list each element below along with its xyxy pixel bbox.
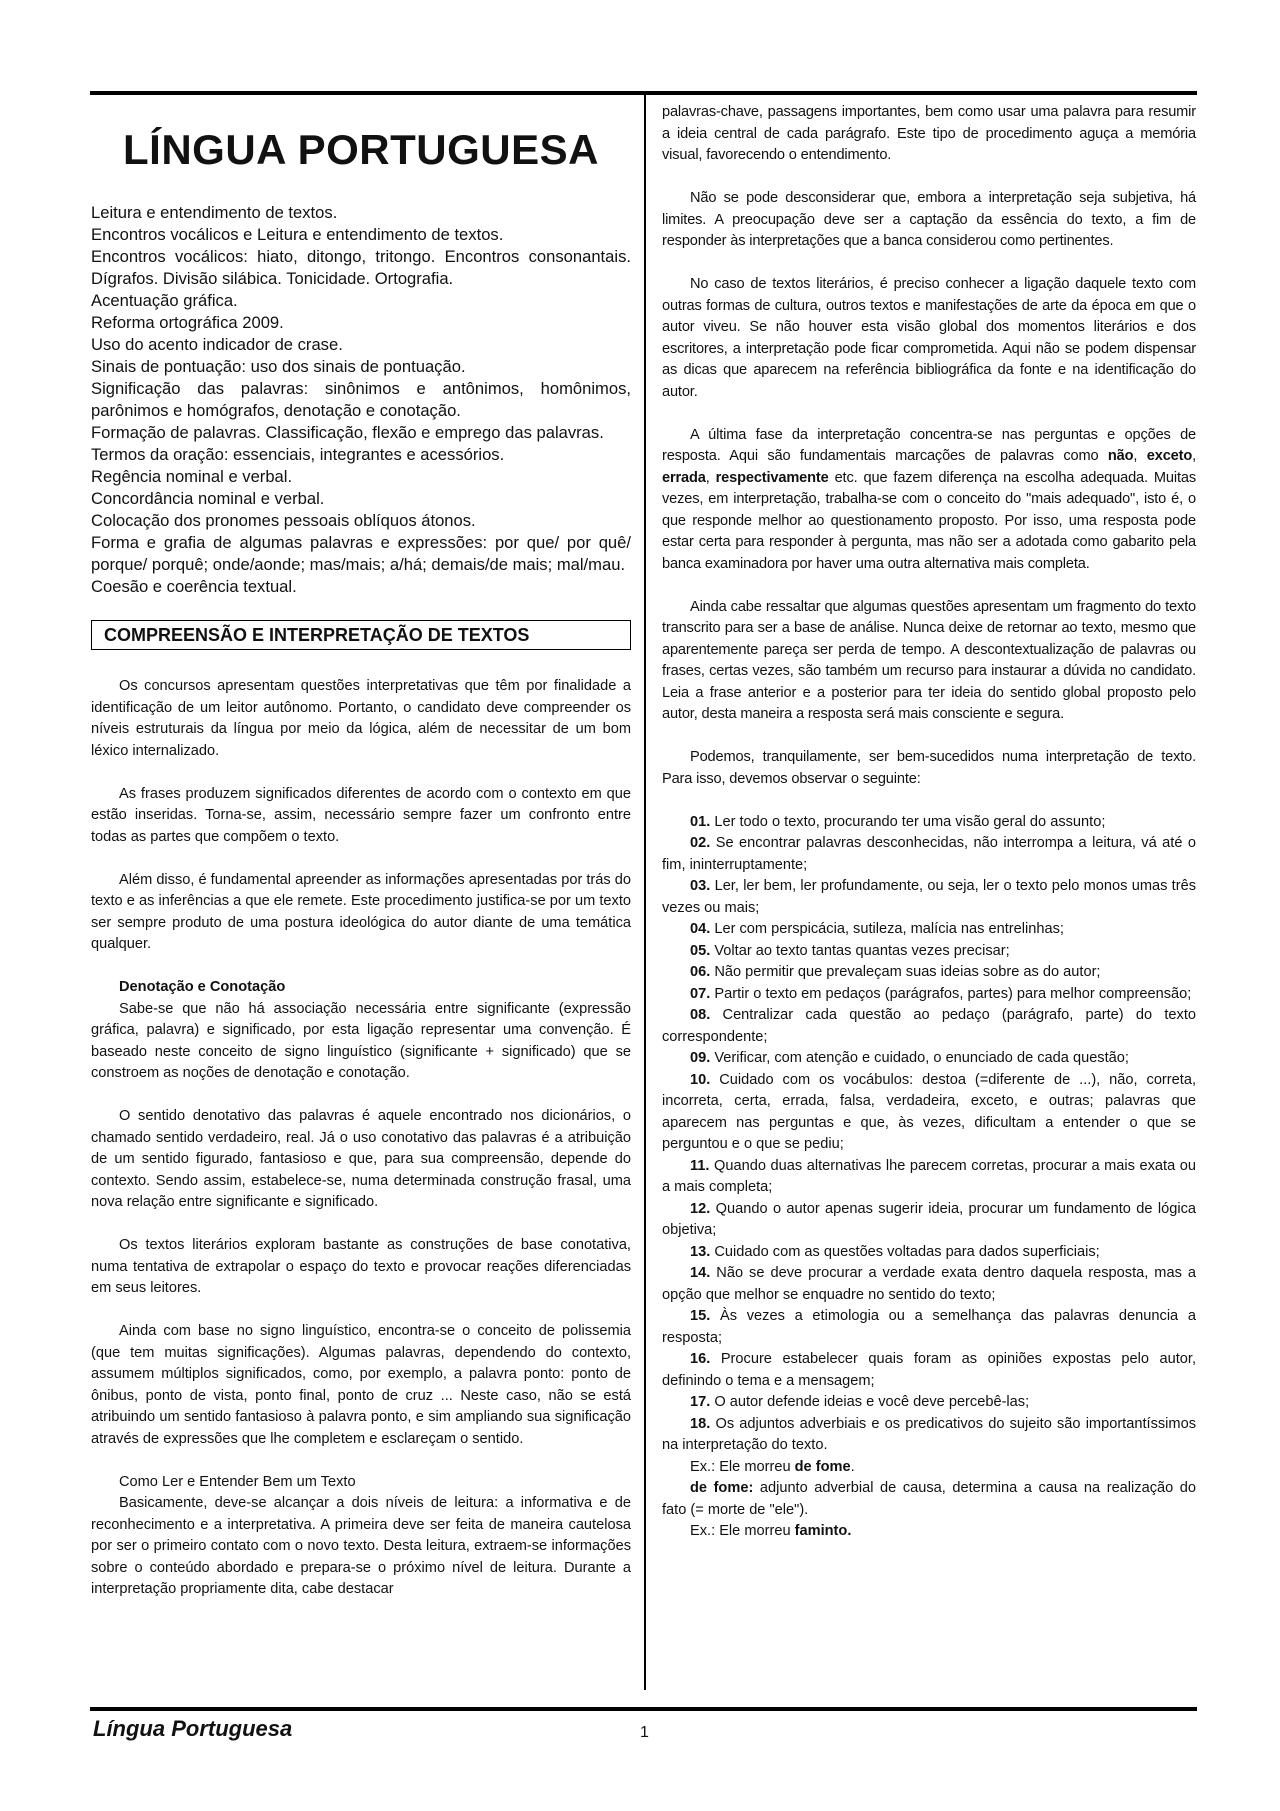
syllabus-item: Leitura e entendimento de textos.	[91, 203, 338, 222]
tip-item	[662, 1306, 1196, 1349]
tip-text: Quando o autor apenas sugerir ideia, procurar um fundamento de lógica objetiva;	[662, 1200, 1196, 1238]
syllabus-item: Encontros vocálicos: hiato, ditongo, tritongo. Encontros consonantais. Dígrafos. Divisão silábica. Tonicidade. Ortografia.	[91, 247, 631, 288]
keyword: não	[1107, 448, 1134, 464]
syllabus-item: Acentuação gráfica.	[91, 291, 238, 310]
tip-number: 10.	[690, 1071, 711, 1088]
tip-number: 02.	[690, 835, 711, 851]
text-run: ,	[1192, 448, 1197, 464]
keyword: respectivamente	[715, 469, 829, 486]
tip-text: O autor defende ideias e você deve percebê-las;	[714, 1394, 1030, 1410]
syllabus-item: Concordância nominal e verbal.	[91, 489, 325, 508]
section-heading: COMPREENSÃO E INTERPRETAÇÃO DE TEXTOS	[91, 620, 631, 650]
tip-number: 17.	[690, 1394, 711, 1410]
keyword: exceto	[1146, 448, 1193, 464]
tip-item	[662, 833, 1196, 876]
syllabus-item: Formação de palavras. Classificação, flexão e emprego das palavras.	[91, 423, 604, 442]
paragraph: Podemos, tranquilamente, ser bem-sucedidos numa interpretação de texto. Para isso, devemos observar o seguinte:	[662, 749, 1196, 787]
page-number: 1	[640, 1724, 649, 1741]
tip-number: 06.	[690, 964, 711, 980]
tip-item	[662, 984, 1196, 1006]
tips-list	[662, 812, 1196, 1457]
text-run: ,	[705, 469, 716, 486]
keyword: de fome	[794, 1458, 851, 1475]
tip-number: 18.	[690, 1415, 711, 1432]
tip-number: 13.	[690, 1243, 711, 1260]
text-run: .	[850, 1458, 855, 1475]
subsection-heading-como-ler: Como Ler e Entender Bem um Texto	[119, 1473, 356, 1490]
text-run: Ex.: Ele morreu	[690, 1458, 795, 1475]
paragraph: O sentido denotativo das palavras é aquele encontrado nos dicionários, o chamado sentido verdadeiro, real. Já o uso conotativo das palavras é a atribuição de um sentido figurado, fantasioso e que, para sua compreensão, depende do contexto. Sendo assim, estabelece-se, numa determinada construção frasal, uma nova relação entre significante e significado.	[91, 1108, 631, 1210]
tip-item	[662, 812, 1196, 834]
syllabus-item: Regência nominal e verbal.	[91, 467, 293, 486]
syllabus-item: Colocação dos pronomes pessoais oblíquos átonos.	[91, 511, 476, 530]
syllabus-item: Encontros vocálicos e Leitura e entendimento de textos.	[91, 225, 504, 244]
tip-text: Partir o texto em pedaços (parágrafos, partes) para melhor compreensão;	[714, 985, 1192, 1002]
syllabus-list	[91, 202, 631, 598]
page-title: LÍNGUA PORTUGUESA	[123, 126, 599, 173]
text-run: A última fase da interpretação concentra-se nas perguntas e opções de resposta. Aqui são fundamentais marcações de palavras como	[662, 426, 1196, 464]
tip-item	[662, 1156, 1196, 1199]
tip-item	[662, 1070, 1196, 1156]
tip-text: Às vezes a etimologia ou a semelhança das palavras denuncia a resposta;	[662, 1308, 1196, 1346]
tip-item	[662, 1005, 1196, 1048]
tip-text: Cuidado com as questões voltadas para dados superficiais;	[714, 1243, 1100, 1260]
tip-text: Não se deve procurar a verdade exata dentro daquela resposta, mas a opção que melhor se enquadre no sentido do texto;	[662, 1265, 1196, 1303]
example-line	[662, 1478, 1196, 1521]
left-body	[91, 676, 631, 1601]
tip-text: Quando duas alternativas lhe parecem corretas, procurar a mais exata ou a mais completa;	[662, 1157, 1197, 1195]
paragraph: Ainda cabe ressaltar que algumas questões apresentam um fragmento do texto transcrito para ser a base de análise. Nunca deixe de retornar ao texto, mesmo que aparentemente pareça ser perda de tempo. A descontextualização de palavras ou frases, certas vezes, são também um recurso para instaurar a dúvida no candidato. Leia a frase anterior e a posterior para ter ideia do sentido global proposto pelo autor, desta maneira a resposta será mais consciente e segura.	[662, 598, 1196, 722]
paragraph: Além disso, é fundamental apreender as informações apresentadas por trás do texto e as inferências a que ele remete. Este procedimento justifica-se por um texto ser sempre produto de uma postura ideológica do autor diante de uma temática qualquer.	[91, 871, 631, 952]
text-run: etc. que fazem diferença na escolha adequada. Muitas vezes, em interpretação, trabalha-se com o conceito do "mais adequado", isto é, o que responde melhor ao questionamento proposto. Por isso, uma resposta pode estar certa para responder à pergunta, mas não ser a adotada como gabarito pela banca examinadora por haver uma outra alternativa mais completa.	[662, 469, 1196, 572]
keyword: errada	[662, 469, 706, 486]
tip-number: 16.	[690, 1351, 711, 1367]
tip-text: Não permitir que prevaleçam suas ideias sobre as do autor;	[714, 964, 1101, 980]
text-run: Ex.: Ele morreu	[690, 1523, 795, 1539]
tip-text: Verificar, com atenção e cuidado, o enunciado de cada questão;	[714, 1050, 1129, 1066]
tip-text: Centralizar cada questão ao pedaço (parágrafo, parte) do texto correspondente;	[662, 1007, 1196, 1045]
paragraph: Ainda com base no signo linguístico, encontra-se o conceito de polissemia (que tem muitas significações). Algumas palavras, dependendo do contexto, assumem múltiplos significados, como, por exemplo, a palavra ponto: ponto de ônibus, ponto de vista, ponto final, ponto de cruz ... Neste caso, não se está atribuindo um sentido fantasioso à palavra ponto, e sim ampliando sua significação através de expressões que lhe completem e esclareçam o sentido.	[91, 1323, 631, 1447]
left-column	[91, 96, 631, 1601]
bottom-rule	[90, 1707, 1197, 1711]
paragraph: Não se pode desconsiderar que, embora a interpretação seja subjetiva, há limites. A preocupação deve ser a captação da essência do texto, a fim de responder às interpretações que a banca considerou como pertinentes.	[662, 190, 1196, 249]
paragraph: No caso de textos literários, é preciso conhecer a ligação daquele texto com outras formas de cultura, outros textos e manifestações de arte da época em que o autor viveu. Se não houver esta visão global dos momentos literários e dos escritores, a interpretação pode ficar comprometida. Aqui não se podem dispensar as dicas que aparecem na referência bibliográfica da fonte e na identificação do autor.	[662, 276, 1196, 400]
paragraph: Basicamente, deve-se alcançar a dois níveis de leitura: a informativa e de reconhecimento e a interpretativa. A primeira deve ser feita de maneira cautelosa por ser o primeiro contato com o novo texto. Desta leitura, extraem-se informações sobre o conteúdo abordado e prepara-se o próximo nível de leitura. Durante a interpretação propriamente dita, cabe destacar	[91, 1495, 631, 1597]
paragraph: Sabe-se que não há associação necessária entre significante (expressão gráfica, palavra) e significado, por esta ligação representar uma convenção. É baseado neste conceito de signo linguístico (significante + significado) que se constroem as noções de denotação e conotação.	[91, 1000, 631, 1081]
syllabus-item: Sinais de pontuação: uso dos sinais de pontuação.	[91, 357, 466, 376]
tip-item	[662, 876, 1196, 919]
syllabus-item: Coesão e coerência textual.	[91, 577, 297, 596]
tip-number: 03.	[690, 878, 711, 894]
syllabus-item: Uso do acento indicador de crase.	[91, 335, 343, 354]
tip-text: Os adjuntos adverbiais e os predicativos do sujeito são importantíssimos na interpretação do texto.	[662, 1415, 1196, 1453]
tip-number: 05.	[690, 942, 711, 959]
tip-number: 08.	[690, 1007, 711, 1023]
paragraph: palavras-chave, passagens importantes, bem como usar uma palavra para resumir a ideia central de cada parágrafo. Este tipo de procedimento aguça a memória visual, favorecendo o entendimento.	[662, 104, 1196, 163]
tip-text: Ler com perspicácia, sutileza, malícia nas entrelinhas;	[714, 921, 1064, 937]
syllabus-item: Forma e grafia de algumas palavras e expressões: por que/ por quê/ porque/ porquê; onde/aonde; mas/mais; a/há; demais/de mais; mal/mau.	[91, 533, 631, 574]
paragraph: Os concursos apresentam questões interpretativas que têm por finalidade a identificação de um leitor autônomo. Portanto, o candidato deve compreender os níveis estruturais da língua por meio da lógica, além de necessitar de um bom léxico internalizado.	[91, 678, 631, 759]
right-body	[662, 102, 1196, 1543]
tip-number: 01.	[690, 813, 711, 830]
tip-item	[662, 919, 1196, 941]
tip-item	[662, 1263, 1196, 1306]
tip-number: 15.	[690, 1308, 711, 1324]
tip-number: 04.	[690, 921, 711, 937]
tip-text: Voltar ao texto tantas quantas vezes precisar;	[714, 942, 1010, 959]
example-line	[662, 1457, 1196, 1479]
tip-item	[662, 1414, 1196, 1457]
tip-item	[662, 1392, 1196, 1414]
tip-number: 14.	[690, 1265, 711, 1281]
tip-number: 09.	[690, 1050, 711, 1066]
tip-text: Ler todo o texto, procurando ter uma visão geral do assunto;	[714, 813, 1106, 830]
text-run: adjunto adverbial de causa, determina a causa na realização do fato (= morte de "ele").	[662, 1480, 1197, 1518]
keyword: faminto.	[794, 1523, 852, 1539]
example-line	[662, 1521, 1196, 1543]
tip-item	[662, 1199, 1196, 1242]
keyword: de fome:	[690, 1480, 754, 1496]
tip-item	[662, 1349, 1196, 1392]
paragraph: Os textos literários exploram bastante as construções de base conotativa, numa tentativa de extrapolar o espaço do texto e provocar reações diferenciadas em seus leitores.	[91, 1237, 631, 1296]
tip-text: Cuidado com os vocábulos: destoa (=diferente de ...), não, correta, incorreta, certa, errada, falsa, verdadeira, exceto, e outras; palavras que aparecem nas perguntas e que, às vezes, dificultam a entender o que se perguntou e o que se pediu;	[662, 1071, 1196, 1152]
tip-number: 12.	[690, 1200, 711, 1217]
right-column	[662, 102, 1196, 1543]
subsection-heading-denotacao: Denotação e Conotação	[119, 979, 286, 995]
column-divider	[644, 95, 646, 1690]
tip-item	[662, 941, 1196, 963]
tip-number: 07.	[690, 985, 711, 1002]
tip-text: Ler, ler bem, ler profundamente, ou seja, ler o texto pelo monos umas três vezes ou mais;	[662, 878, 1196, 916]
syllabus-item: Reforma ortográfica 2009.	[91, 313, 284, 332]
syllabus-item: Termos da oração: essenciais, integrantes e acessórios.	[91, 445, 505, 464]
text-run: ,	[1133, 448, 1147, 464]
tip-item	[662, 1048, 1196, 1070]
footer-title: Língua Portuguesa	[93, 1716, 293, 1741]
paragraph-keywords	[662, 425, 1196, 576]
tip-item	[662, 962, 1196, 984]
tip-item	[662, 1242, 1196, 1264]
paragraph: As frases produzem significados diferentes de acordo com o contexto em que estão inseridas. Torna-se, assim, necessário sempre fazer um confronto entre todas as partes que compõem o texto.	[91, 785, 631, 845]
tip-number: 11.	[690, 1157, 710, 1174]
syllabus-item: Significação das palavras: sinônimos e antônimos, homônimos, parônimos e homógrafos, denotação e conotação.	[91, 379, 631, 420]
tip-text: Procure estabelecer quais foram as opiniões expostas pelo autor, definindo o tema e a mensagem;	[662, 1351, 1197, 1389]
tip-text: Se encontrar palavras desconhecidas, não interrompa a leitura, vá até o fim, ininterruptamente;	[662, 835, 1196, 873]
